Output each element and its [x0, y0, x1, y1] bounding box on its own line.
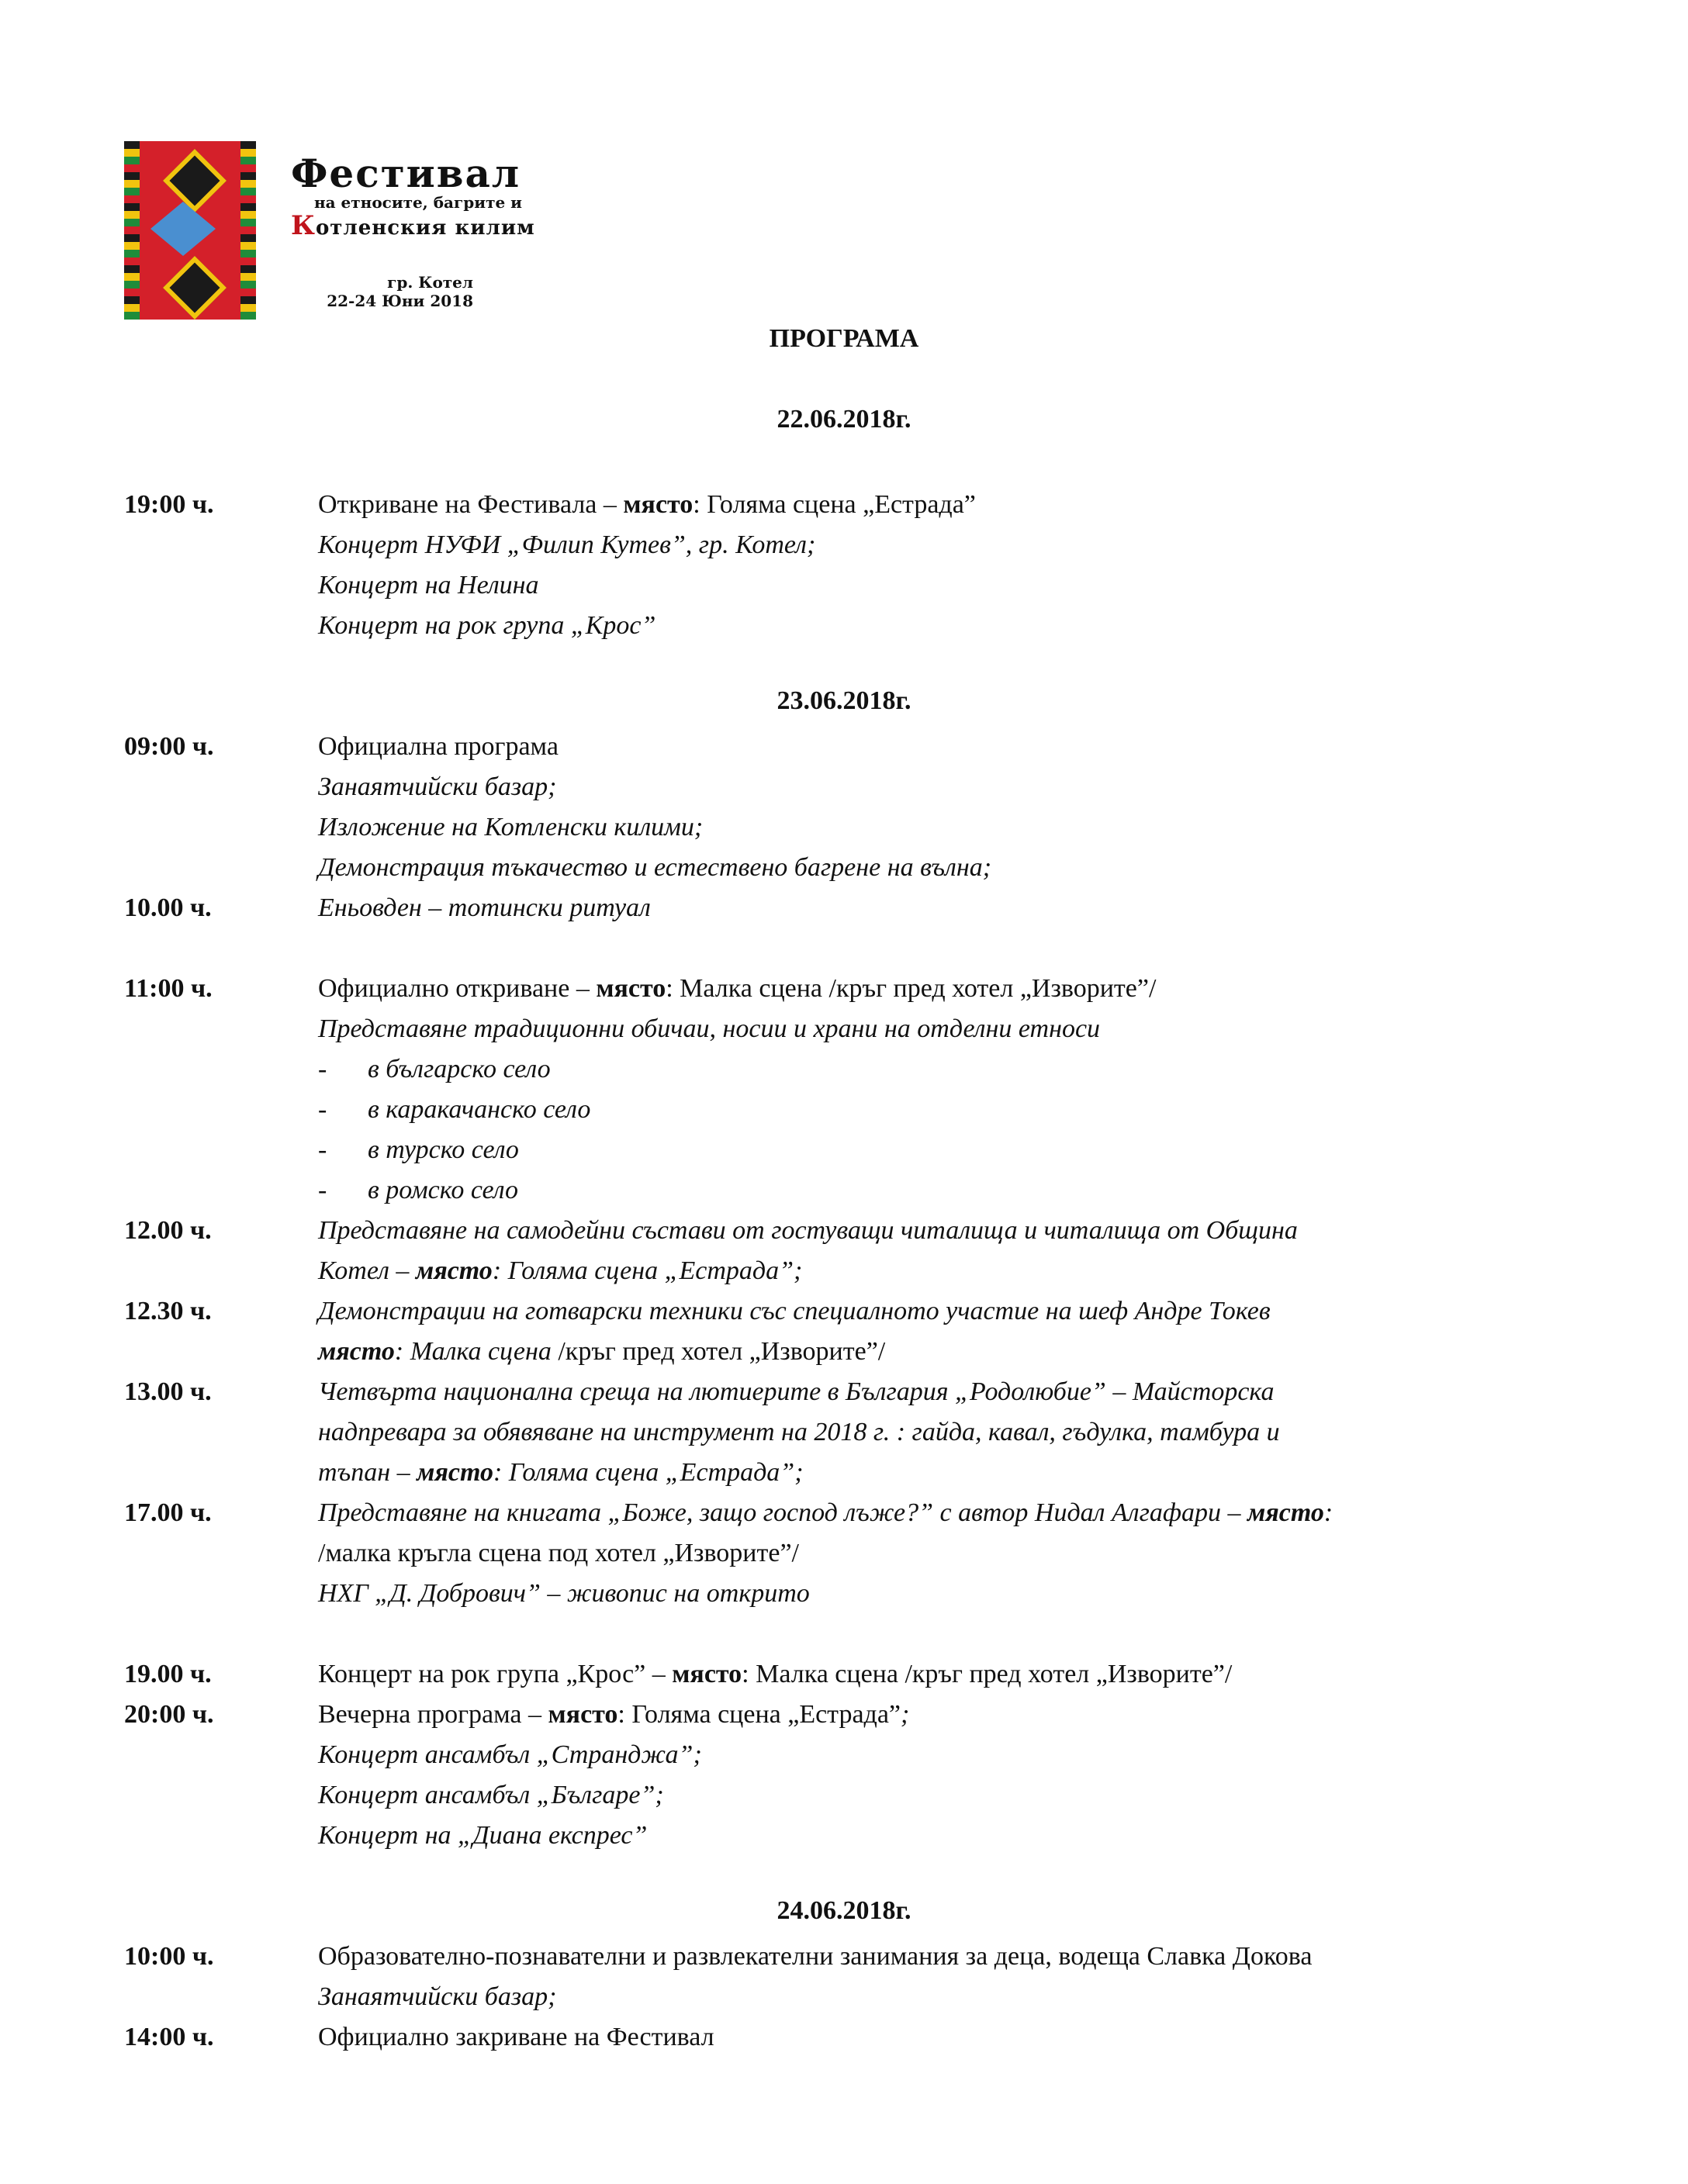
program-entry: Занаятчийски базар; [318, 772, 557, 801]
program-entry: 20:00 ч. Вечерна програма – място: Голяма сцена „Естрада”; [124, 1700, 910, 1729]
program-entry: място: Малка сцена /кръг пред хотел „Изворите”/ [318, 1337, 886, 1366]
program-entry: Изложение на Котленски килими; [318, 813, 704, 841]
festival-logo [124, 133, 667, 320]
program-entry: 09:00 ч. Официална програма [124, 732, 559, 761]
program-entry: /малка кръгла сцена под хотел „Изворите”/ [318, 1539, 799, 1567]
logo-subtitle: на етносите, багрите и [314, 193, 522, 212]
program-entry: - в българско село [318, 1055, 551, 1083]
program-entry: тъпан – място: Голяма сцена „Естрада”; [318, 1458, 804, 1487]
program-entry: Котел – място: Голяма сцена „Естрада”; [318, 1256, 803, 1285]
program-entry: Концерт на „Диана експрес” [318, 1821, 648, 1850]
program-entry: 12.00 ч. Представяне на самодейни състави от гостуващи читалища и читалища от Община [124, 1216, 1298, 1245]
program-entry: - в турско село [318, 1135, 519, 1164]
program-entry: Представяне традиционни обичаи, носии и храни на отделни етноси [318, 1014, 1101, 1043]
logo-subtitle-2: Котленския килим [291, 210, 535, 241]
program-entry: 10:00 ч. Образователно-познавателни и развлекателни занимания за деца, водеща Славка Докова [124, 1942, 1313, 1971]
program-entry: Концерт ансамбъл „Българе”; [318, 1781, 664, 1809]
program-entry: Занаятчийски базар; [318, 1982, 557, 2011]
program-entry: - в ромско село [318, 1176, 518, 1204]
program-entry: - в каракачанско село [318, 1095, 591, 1124]
program-entry: Концерт на рок група „Крос” [318, 611, 656, 640]
program-entry: 14:00 ч. Официално закриване на Фестивал [124, 2023, 714, 2051]
program-entry: Концерт ансамбъл „Странджа”; [318, 1740, 702, 1769]
program-entry: 10.00 ч. Еньовден – momински ритуал [124, 893, 651, 922]
program-entry: Демонстрация тъкачество и естествено багрене на вълна; [318, 853, 992, 882]
program-entry: 17.00 ч. Представяне на книгата „Боже, защо господ лъже?” с автор Нидал Алгафари – място: [124, 1498, 1333, 1527]
day-heading-3: 24.06.2018г. [777, 1896, 911, 1925]
carpet-image [124, 141, 256, 320]
program-entry: Концерт НУФИ „Филип Кутев”, гр. Котел; [318, 530, 816, 559]
logo-title: Фестивал [291, 150, 521, 196]
program-entry: 13.00 ч. Четвърта национална среща на лютиерите в България „Родолюбие” – Майсторска [124, 1377, 1275, 1406]
logo-place-dates: гр. Котел 22-24 Юни 2018 [327, 273, 473, 310]
entry-time: 19:00 ч. [124, 490, 214, 519]
program-title: ПРОГРАМА [769, 324, 919, 353]
program-entry: 19.00 ч. Концерт на рок група „Крос” – място: Малка сцена /кръг пред хотел „Изворите”/ [124, 1660, 1233, 1688]
day-heading-1: 22.06.2018г. [777, 405, 911, 434]
program-entry: НХГ „Д. Добрович” – живопис на открито [318, 1579, 810, 1608]
day-heading-2: 23.06.2018г. [777, 686, 911, 715]
program-entry: 19:00 ч. Откриване на Фестивала – място: Голяма сцена „Естрада” [124, 485, 1567, 525]
program-entry: 12.30 ч. Демонстрации на готварски техники със специалното участие на шеф Андре Токев [124, 1297, 1271, 1325]
program-entry: 11:00 ч. Официално откриване – място: Малка сцена /кръг пред хотел „Изворите”/ [124, 974, 1157, 1003]
program-entry: Концерт на Нелина [318, 571, 539, 600]
program-entry: надпревара за обявяване на инструмент на 2018 г. : гайда, кавал, гъдулка, тамбура и [318, 1418, 1280, 1446]
